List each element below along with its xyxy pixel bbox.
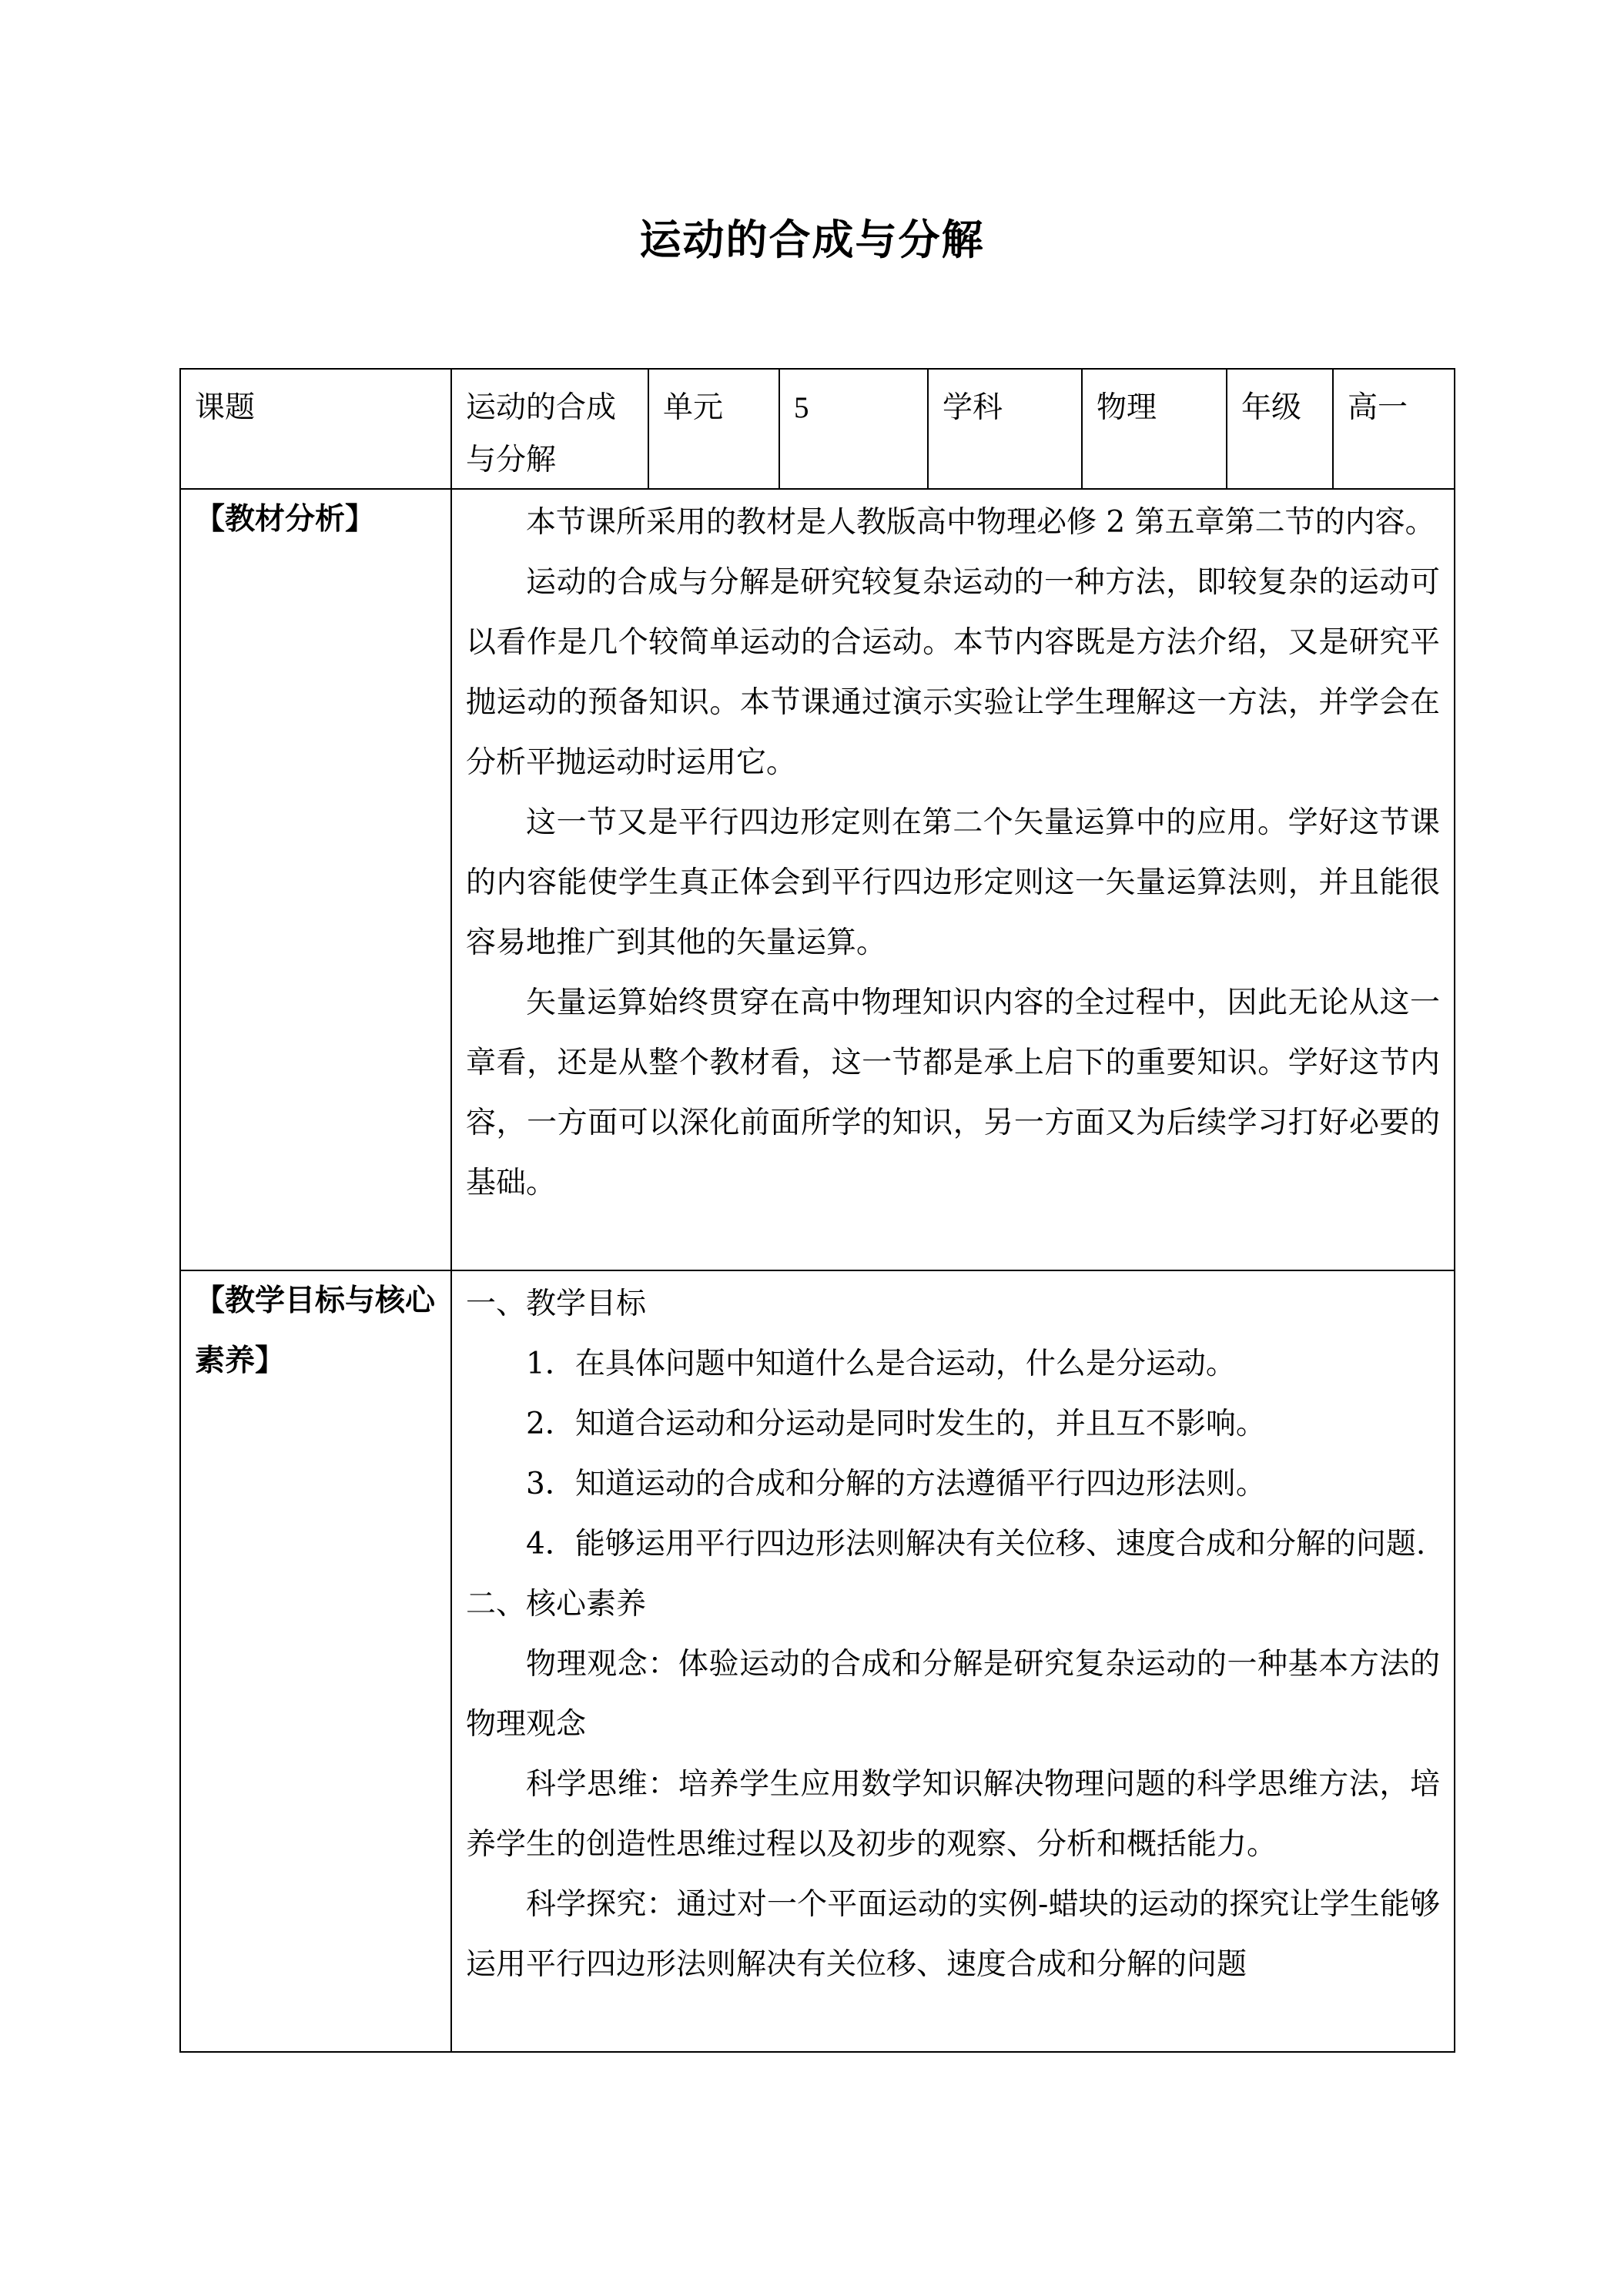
grade-value-cell (1333, 369, 1455, 489)
topic-value-cell (451, 369, 648, 489)
goals-content (452, 1271, 1454, 2000)
goal-item: 1．在具体问题中知道什么是合运动，什么是分运动。 (526, 1347, 1236, 1381)
analysis-paragraph: 这一节又是平行四边形定则在第二个矢量运算中的应用。学好这节课的内容能使学生真正体会到平行四边形定则这一矢量运算法则，并且能很容易地推广到其他的矢量运算。 (466, 805, 1440, 960)
analysis-paragraph: 运动的合成与分解是研究较复杂运动的一种方法，即较复杂的运动可以看作是几个较简单运动的合运动。本节内容既是方法介绍，又是研究平抛运动的预备知识。本节课通过演示实验让学生理解这一方法，并学会在分析平抛运动时运用它。 (466, 565, 1440, 780)
analysis-content (452, 490, 1454, 1218)
subject-label: 学科 (943, 390, 1003, 425)
analysis-label: 【教材分析】 (195, 502, 376, 537)
literacy-item: 科学思维：培养学生应用数学知识解决物理问题的科学思维方法，培养学生的创造性思维过程以及初步的观察、分析和概括能力。 (466, 1767, 1440, 1862)
header-row (180, 369, 1455, 489)
unit-value-cell (779, 369, 928, 489)
subject-label-cell (928, 369, 1082, 489)
goal-item: 2．知道合运动和分运动是同时发生的，并且互不影响。 (526, 1407, 1266, 1441)
unit-label-cell (648, 369, 779, 489)
literacy-heading: 二、核心素养 (466, 1587, 647, 1622)
topic-value: 运动的合成与分解 (466, 390, 617, 477)
goals-heading: 一、教学目标 (466, 1287, 647, 1321)
literacy-item: 物理观念：体验运动的合成和分解是研究复杂运动的一种基本方法的物理观念 (466, 1647, 1440, 1742)
subject-value-cell (1082, 369, 1227, 489)
goals-row (180, 1270, 1455, 2052)
subject-value: 物理 (1097, 390, 1157, 425)
goals-content-cell (451, 1270, 1455, 2052)
analysis-row (180, 489, 1455, 1270)
goal-item: 3．知道运动的合成和分解的方法遵循平行四边形法则。 (526, 1467, 1266, 1501)
page-title: 运动的合成与分解 (639, 216, 985, 264)
topic-label: 课题 (195, 390, 256, 425)
goal-item: 4．能够运用平行四边形法则解决有关位移、速度合成和分解的问题. (526, 1527, 1426, 1561)
goals-label-cell (180, 1270, 451, 2052)
analysis-paragraph: 本节课所采用的教材是人教版高中物理必修 2 第五章第二节的内容。 (526, 505, 1435, 540)
topic-label-cell (180, 369, 451, 489)
literacy-item: 科学探究：通过对一个平面运动的实例-蜡块的运动的探究让学生能够运用平行四边形法则解决有关位移、速度合成和分解的问题 (466, 1887, 1440, 1982)
lesson-plan-table (179, 368, 1455, 2053)
unit-value: 5 (794, 391, 809, 424)
unit-label: 单元 (663, 390, 724, 425)
analysis-content-cell (451, 489, 1455, 1270)
goals-label: 【教学目标与核心素养】 (195, 1284, 436, 1378)
grade-label: 年级 (1241, 390, 1302, 425)
grade-label-cell (1227, 369, 1333, 489)
analysis-label-cell (180, 489, 451, 1270)
analysis-paragraph: 矢量运算始终贯穿在高中物理知识内容的全过程中，因此无论从这一章看，还是从整个教材看，这一节都是承上启下的重要知识。学好这节内容，一方面可以深化前面所学的知识，另一方面又为后续学习打好必要的基础。 (466, 986, 1440, 1200)
grade-value: 高一 (1348, 390, 1408, 425)
